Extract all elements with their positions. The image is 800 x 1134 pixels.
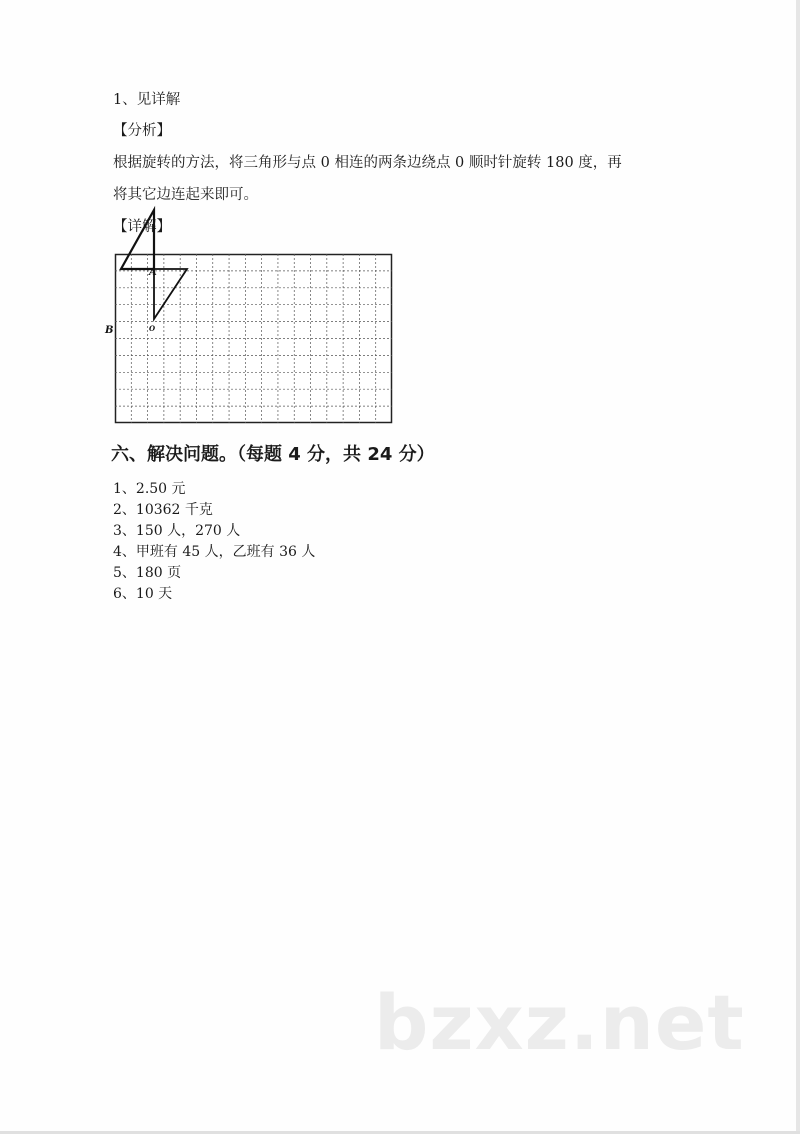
answer-2: 2、10362 千克 xyxy=(113,502,213,518)
section-heading: 六、解决问题。（每题 4 分，共 24 分） xyxy=(111,444,435,465)
grid-diagram xyxy=(105,254,392,423)
answer-5: 5、180 页 xyxy=(113,565,182,581)
answer-4: 4、甲班有 45 人，乙班有 36 人 xyxy=(113,544,316,560)
analysis-text-line-2: 将其它边连起来即可。 xyxy=(113,187,258,203)
page-edge-right xyxy=(796,0,800,1134)
label-b: B xyxy=(105,325,114,336)
answer-3: 3、150 人，270 人 xyxy=(113,523,241,539)
answer-1: 1、2.50 元 xyxy=(113,481,186,497)
rotation-figure xyxy=(105,254,392,423)
watermark-logo: bzxz.net xyxy=(374,978,745,1067)
item-1: 1、见详解 xyxy=(113,92,181,108)
detail-label: 【详解】 xyxy=(113,219,171,235)
analysis-text-line-1: 根据旋转的方法，将三角形与点 0 相连的两条边绕点 0 顺时针旋转 180 度，再 xyxy=(113,155,622,171)
answer-6: 6、10 天 xyxy=(113,586,173,602)
analysis-label: 【分析】 xyxy=(113,123,171,139)
label-a: A xyxy=(149,267,157,278)
label-o: O xyxy=(149,324,156,333)
